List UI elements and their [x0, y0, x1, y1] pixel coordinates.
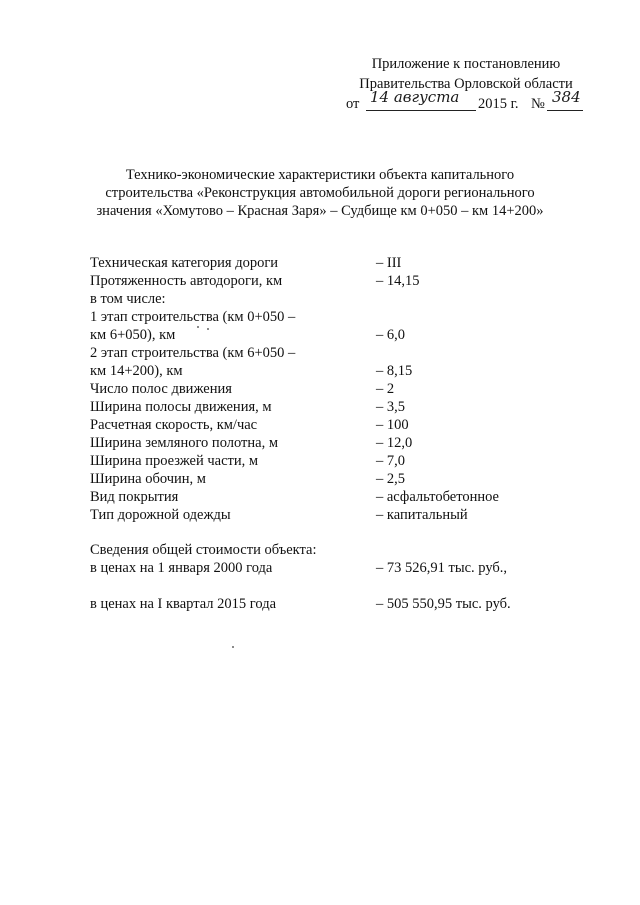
spec-label: Протяженность автодороги, км	[90, 273, 283, 289]
spec-value: – 14,15	[376, 273, 420, 289]
scan-speck	[197, 326, 199, 328]
spec-label: 2 этап строительства (км 6+050 –	[90, 345, 296, 361]
spec-value: – 6,0	[376, 327, 405, 343]
scan-speck	[232, 646, 234, 648]
cost-value: – 73 526,91 тыс. руб.,	[376, 560, 508, 576]
spec-value: – III	[376, 255, 402, 271]
cost-label: в ценах на 1 января 2000 года	[90, 560, 273, 576]
spec-label: в том числе:	[90, 291, 166, 307]
date-year: 2015 г.	[478, 96, 519, 112]
spec-label: км 14+200), км	[90, 363, 183, 379]
spec-value: – асфальтобетонное	[376, 489, 499, 505]
number-underline	[547, 110, 583, 111]
spec-label: Техническая категория дороги	[90, 255, 279, 271]
spec-label: Расчетная скорость, км/час	[90, 417, 258, 433]
spec-label: Тип дорожной одежды	[90, 507, 231, 523]
title-line-1: Технико-экономические характеристики объекта капитального	[125, 167, 515, 183]
scan-speck	[207, 328, 209, 330]
date-prefix: от	[346, 96, 360, 112]
spec-value: – 8,15	[376, 363, 413, 379]
handwritten-date: 14 августа	[370, 88, 460, 106]
spec-value: – 100	[376, 417, 409, 433]
spec-value: – 2,5	[376, 471, 405, 487]
spec-value: – 12,0	[376, 435, 413, 451]
spec-label: 1 этап строительства (км 0+050 –	[90, 309, 296, 325]
title-line-2: строительства «Реконструкция автомобильной дороги регионального	[105, 185, 535, 201]
number-prefix: №	[531, 96, 545, 112]
spec-value: – 2	[376, 381, 395, 397]
spec-value: – капитальный	[376, 507, 468, 523]
spec-label: Ширина земляного полотна, м	[90, 435, 279, 451]
cost-value: – 505 550,95 тыс. руб.	[376, 596, 511, 612]
spec-value: – 3,5	[376, 399, 405, 415]
cost-heading: Сведения общей стоимости объекта:	[90, 542, 317, 558]
spec-label: Вид покрытия	[90, 489, 179, 505]
header-line-2: Правительства Орловской области	[359, 76, 573, 92]
spec-label: Ширина полосы движения, м	[90, 399, 272, 415]
date-underline	[366, 110, 476, 111]
spec-value: – 7,0	[376, 453, 405, 469]
spec-label: Число полос движения	[90, 381, 232, 397]
handwritten-number: 384	[552, 88, 581, 106]
header-line-1: Приложение к постановлению	[371, 56, 561, 72]
spec-label: Ширина проезжей части, м	[90, 453, 259, 469]
spec-label: км 6+050), км	[90, 327, 176, 343]
cost-label: в ценах на I квартал 2015 года	[90, 596, 277, 612]
spec-label: Ширина обочин, м	[90, 471, 206, 487]
title-line-3: значения «Хомутово – Красная Заря» – Судбище км 0+050 – км 14+200»	[96, 203, 544, 219]
